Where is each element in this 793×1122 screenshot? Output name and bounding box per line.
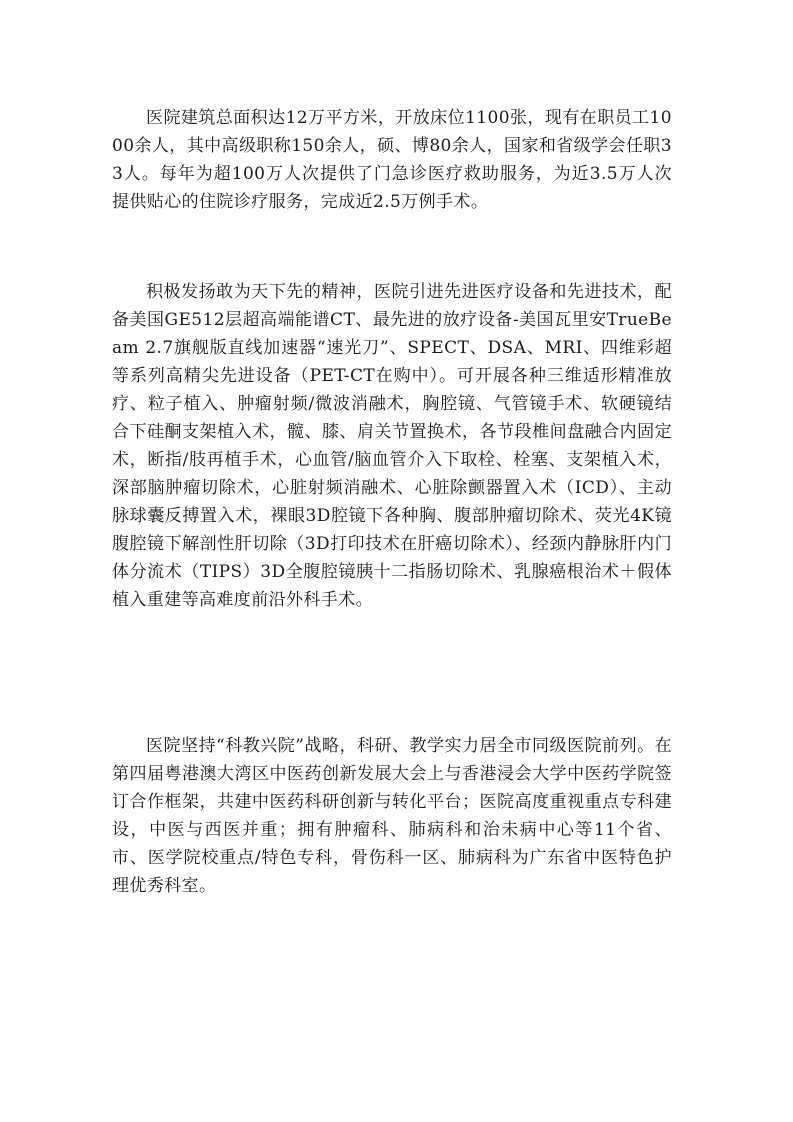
paragraph-equipment-and-surgery: 积极发扬敢为天下先的精神，医院引进先进医疗设备和先进技术，配备美国GE512层超高端能谱CT、最先进的放疗设备-美国瓦里安TrueBeam 2.7旗舰版直线加速器“速光刀”、SPECT、DSA、MRI、四维彩超等系列高精尖先进设备（PET-CT在购中）。可开展各种三维适形精准放疗、粒子植入、肿瘤射频/微波消融术，胸腔镜、气管镜手术、软硬镜结合下硅酮支架植入术，髋、膝、肩关节置换术，各节段椎间盘融合内固定术，断指/肢再植手术，心血管/脑血管介入下取栓、栓塞、支架植入术，深部脑肿瘤切除术，心脏射频消融术、心脏除颤器置入术（ICD）、主动脉球囊反搏置入术，裸眼3D腔镜下各种胸、腹部肿瘤切除术、荧光4K镜腹腔镜下解剖性肝切除（3D打印技术在肝癌切除术）、经颈内静脉肝内门体分流术（TIPS）3D全腹腔镜胰十二指肠切除术、乳腺癌根治术＋假体植入重建等高难度前沿外科手术。 [112,282,672,610]
paragraph-hospital-scale: 医院建筑总面积达12万平方米，开放床位1100张，现有在职员工1000余人，其中高级职称150余人，硕、博80余人，国家和省级学会任职33人。每年为超100万人次提供了门急诊医疗救助服务，为近3.5万人次提供贴心的住院诊疗服务，完成近2.5万例手术。 [112,108,672,212]
paragraph-research-and-specialties: 医院坚持“科教兴院”战略，科研、教学实力居全市同级医院前列。在第四届粤港澳大湾区中医药创新发展大会上与香港浸会大学中医药学院签订合作框架，共建中医药科研创新与转化平台；医院高度重视重点专科建设，中医与西医并重；拥有肿瘤科、肺病科和治未病中心等11个省、市、医学院校重点/特色专科，骨伤科一区、肺病科为广东省中医特色护理优秀科室。 [112,736,672,896]
